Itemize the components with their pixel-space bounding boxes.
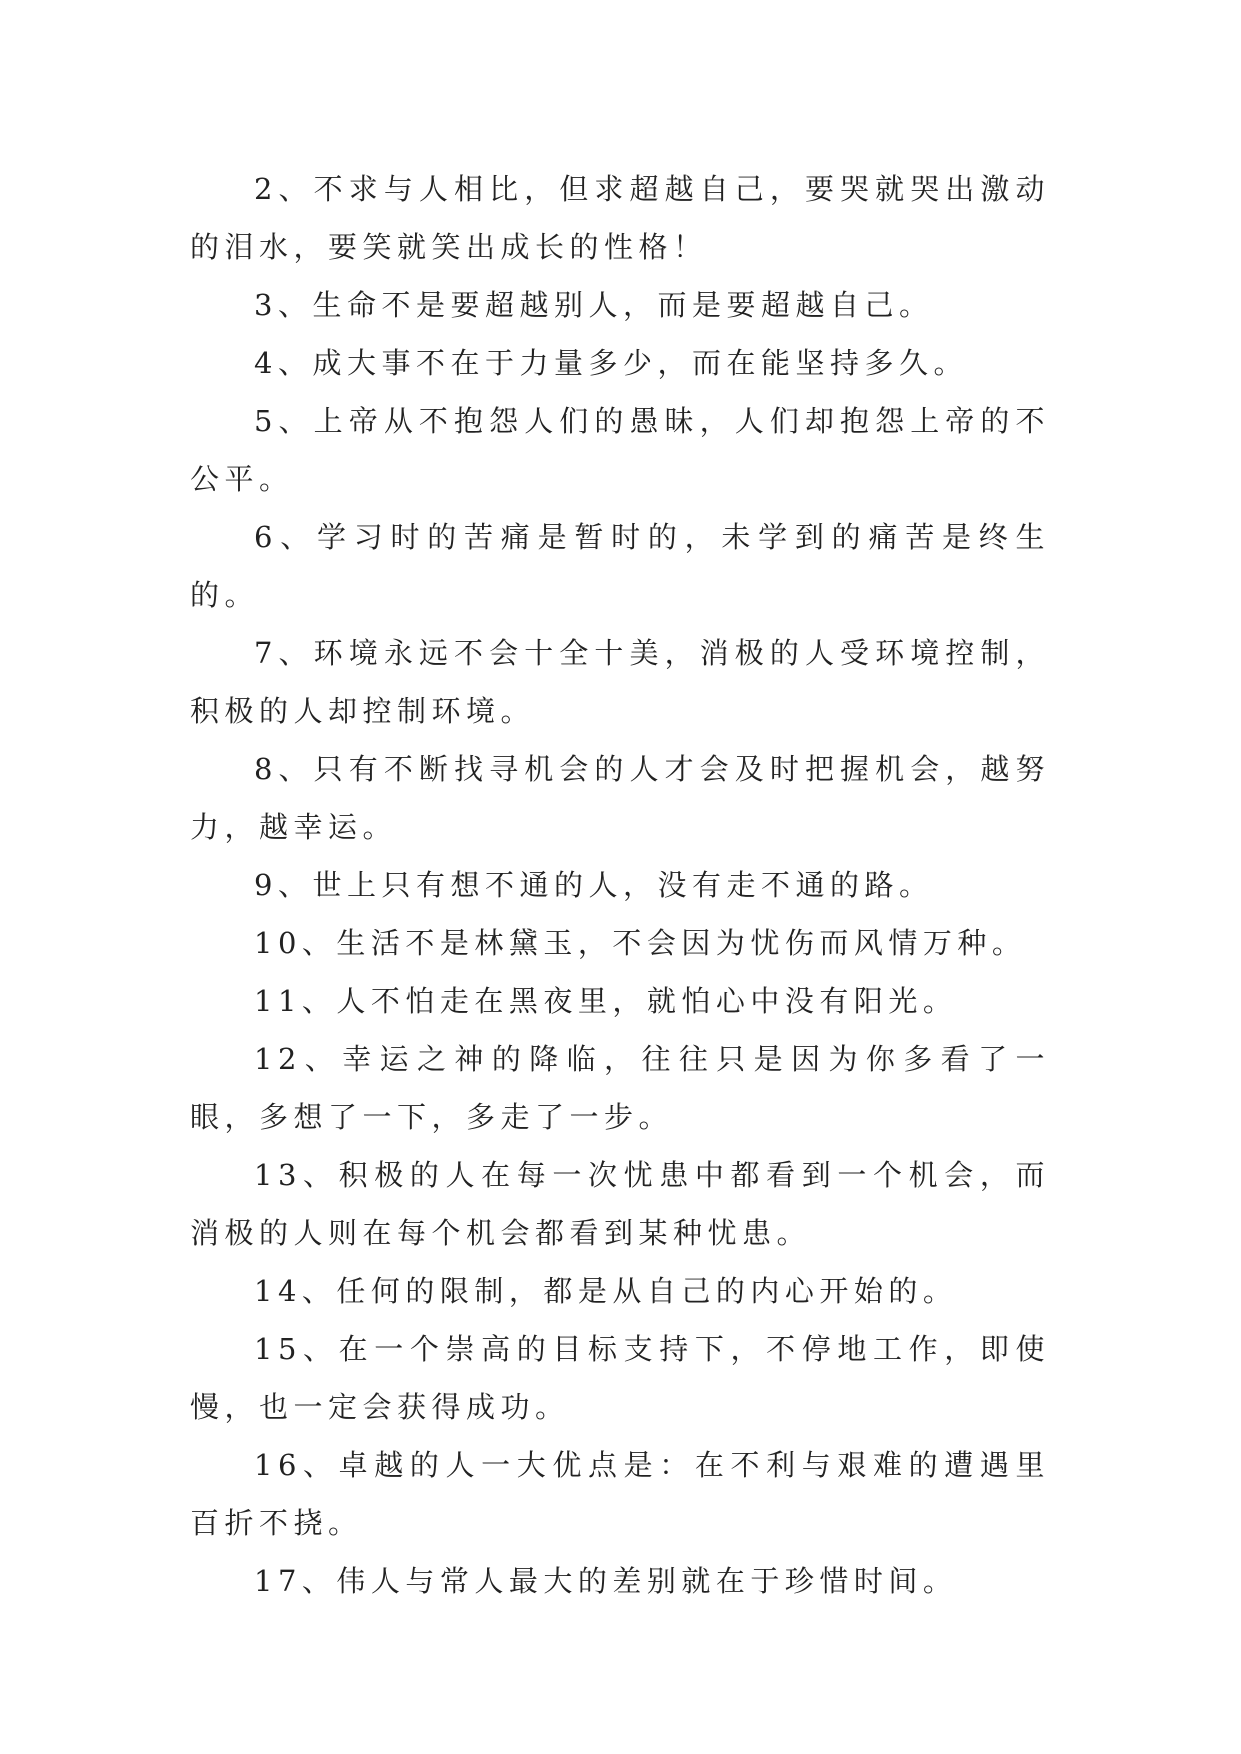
quote-paragraph-14: 14、任何的限制，都是从自己的内心开始的。: [254, 1274, 958, 1308]
quote-paragraph-8: 8、只有不断找寻机会的人才会及时把握机会，越努力，越幸运。: [190, 752, 1050, 844]
quote-paragraph-13: 13、积极的人在每一次忧患中都看到一个机会，而消极的人则在每个机会都看到某种忧患。: [190, 1158, 1050, 1250]
quote-paragraph-3: 3、生命不是要超越别人，而是要超越自己。: [254, 288, 934, 322]
quote-paragraph-2: 2、不求与人相比，但求超越自己，要哭就哭出激动的泪水，要笑就笑出成长的性格！: [190, 172, 1050, 264]
quote-paragraph-7: 7、环境永远不会十全十美，消极的人受环境控制，积极的人却控制环境。: [190, 636, 1050, 728]
quote-paragraph-10: 10、生活不是林黛玉，不会因为忧伤而风情万种。: [254, 926, 1027, 960]
quote-paragraph-16: 16、卓越的人一大优点是：在不利与艰难的遭遇里百折不挠。: [190, 1448, 1050, 1540]
quote-paragraph-5: 5、上帝从不抱怨人们的愚昧，人们却抱怨上帝的不公平。: [190, 404, 1050, 496]
quote-paragraph-9: 9、世上只有想不通的人，没有走不通的路。: [254, 868, 934, 902]
quote-paragraph-12: 12、幸运之神的降临，往往只是因为你多看了一眼，多想了一下，多走了一步。: [190, 1042, 1050, 1134]
quote-paragraph-17: 17、伟人与常人最大的差别就在于珍惜时间。: [254, 1564, 958, 1598]
quote-paragraph-4: 4、成大事不在于力量多少，而在能坚持多久。: [254, 346, 968, 380]
quote-paragraph-6: 6、学习时的苦痛是暂时的，未学到的痛苦是终生的。: [190, 520, 1050, 612]
quote-paragraph-15: 15、在一个崇高的目标支持下，不停地工作，即使慢，也一定会获得成功。: [190, 1332, 1050, 1424]
quote-paragraph-11: 11、人不怕走在黑夜里，就怕心中没有阳光。: [254, 984, 958, 1018]
document-body: [190, 160, 1050, 1610]
